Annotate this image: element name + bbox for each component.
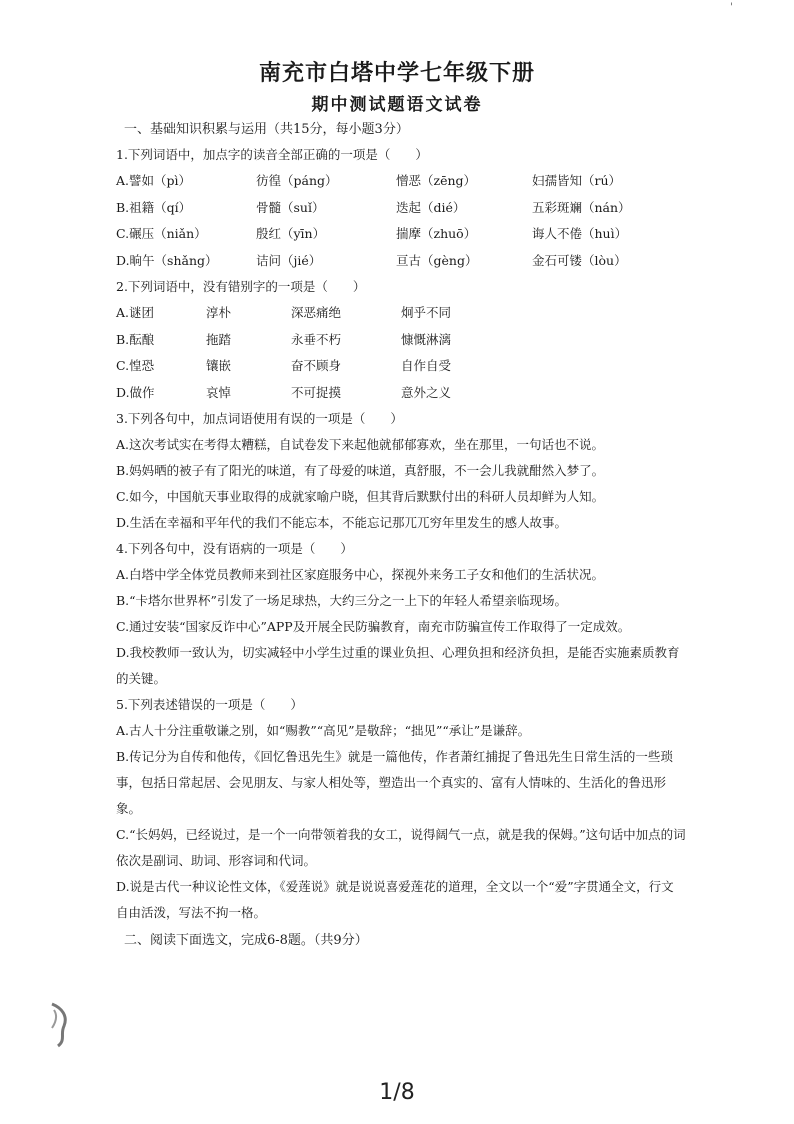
q3-option-b: B.妈妈晒的被子有了阳光的味道，有了母爱的味道，真舒服，不一会儿我就酣然入梦了。	[116, 463, 605, 478]
q5-stem: 5.下列表述错误的一项是（ ）	[116, 697, 303, 712]
q4-stem: 4.下列各句中，没有语病的一项是（ ）	[116, 541, 353, 556]
q3-stem: 3.下列各句中，加点词语使用有误的一项是（ ）	[116, 411, 403, 426]
q1-option-row-b	[116, 195, 686, 222]
q2-option-row-d	[116, 380, 686, 407]
q5-option-c: C.“长妈妈，已经说过，是一个一向带领着我的女工，说得阔气一点，就是我的保姆。”这句话中加点的词依次是副词、助词、形容词和代词。	[116, 827, 686, 868]
q2-d-2: 哀悼	[206, 384, 232, 400]
q1-c-4: 诲人不倦（huì）	[532, 226, 628, 241]
q5-option-d: D.说是古代一种议论性文体，《爱莲说》就是说说喜爱莲花的道理，全文以一个“爱”字贯通全文，行文自由活泼，写法不拘一格。	[116, 879, 674, 920]
q2-a-2: 淳朴	[206, 305, 232, 320]
q1-d-3: 亘古（gèng）	[396, 252, 478, 268]
q1-a-2: 彷徨（páng）	[256, 173, 338, 188]
scan-speck: '	[730, 2, 733, 13]
q2-b-2: 拖踏	[206, 331, 232, 347]
q2-c-4: 自作自受	[401, 358, 452, 373]
page-number: 1/8	[379, 1080, 415, 1105]
q4-option-a: A.白塔中学全体党员教师来到社区家庭服务中心，探视外来务工子女和他们的生活状况。	[116, 567, 605, 582]
exam-subtitle: 期中测试题语文试卷	[311, 95, 483, 115]
q4-option-b: B.“卡塔尔世界杯”引发了一场足球热，大约三分之一上下的年轻人希望亲临现场。	[116, 593, 567, 608]
q2-b-3: 永垂不朽	[291, 331, 342, 347]
q1-b-2: 骨髓（suǐ）	[256, 199, 325, 215]
q1-c-2: 殷红（yīn）	[256, 226, 326, 241]
q1-b-1: B.祖籍（qí）	[116, 199, 192, 215]
q1-a-1: A.譬如（pì）	[116, 173, 192, 188]
q2-c-1: C.惶恐	[116, 358, 155, 373]
q2-option-row-b	[116, 327, 686, 354]
q1-option-row-d	[116, 248, 686, 275]
q2-b-4: 慷慨淋漓	[401, 331, 452, 347]
q1-b-4: 五彩斑斓（nán）	[532, 199, 631, 215]
q2-option-row-a	[116, 300, 686, 327]
q2-d-4: 意外之义	[401, 384, 452, 400]
q2-a-3: 深恶痛绝	[291, 305, 342, 320]
q4-option-c: C.通过安装“国家反诈中心”APP及开展全民防骗教育，南充市防骗宣传工作取得了一定成效。	[116, 619, 631, 634]
q1-option-row-a	[116, 168, 686, 195]
q1-d-2: 诘问（jié）	[256, 252, 322, 268]
q1-option-row-c	[116, 221, 686, 248]
exam-title: 南充市白塔中学七年级下册	[258, 60, 535, 86]
q2-stem: 2.下列词语中，没有错别字的一项是（ ）	[116, 279, 366, 294]
exam-content	[116, 118, 686, 954]
q1-a-3: 憎恶（zēng）	[396, 173, 477, 188]
q4-option-d: D.我校教师一致认为，切实减轻中小学生过重的课业负担、心理负担和经济负担，是能否实施素质教育的关键。	[116, 645, 680, 686]
q3-option-d: D.生活在幸福和平年代的我们不能忘本，不能忘记那兀兀穷年里发生的感人故事。	[116, 515, 568, 530]
q2-a-4: 炯乎不同	[401, 305, 452, 320]
q2-a-1: A.谜团	[116, 305, 155, 320]
q1-d-1: D.晌午（shǎng）	[116, 252, 218, 268]
q3-option-c: C.如今，中国航天事业取得的成就家喻户晓，但其背后默默付出的科研人员却鲜为人知。	[116, 489, 605, 504]
q2-d-3: 不可捉摸	[291, 384, 342, 400]
q1-b-3: 迭起（dié）	[396, 199, 466, 215]
q2-c-2: 镶嵌	[206, 358, 232, 373]
q2-b-1: B.酝酿	[116, 331, 155, 347]
q1-stem: 1.下列词语中，加点字的读音全部正确的一项是（ ）	[116, 147, 428, 162]
section2-heading: 二、阅读下面选文，完成6-8题。（共9分）	[124, 933, 368, 948]
q2-c-3: 奋不顾身	[291, 358, 342, 373]
q5-option-b: B.传记分为自传和他传，《回忆鲁迅先生》就是一篇他传，作者萧红捕捉了鲁迅先生日常生活的一些琐事，包括日常起居、会见朋友、与家人相处等，塑造出一个真实的、富有人情味的、生活化的鲁迅形象。	[116, 749, 673, 816]
q2-d-1: D.做作	[116, 384, 155, 400]
q1-d-4: 金石可镂（lòu）	[532, 252, 627, 268]
q1-a-4: 妇孺皆知（rú）	[532, 173, 622, 188]
q2-option-row-c	[116, 353, 686, 380]
q5-option-a: A.古人十分注重敬谦之别，如“赐教”“高见”是敬辞；“拙见”“承让”是谦辞。	[116, 723, 531, 738]
q1-c-3: 揣摩（zhuō）	[396, 226, 477, 241]
q1-c-1: C.碾压（niǎn）	[116, 226, 207, 241]
q3-option-a: A.这次考试实在考得太糟糕，自试卷发下来起他就郁郁寡欢，坐在那里，一句话也不说。	[116, 437, 605, 452]
section1-heading: 一、基础知识积累与运用（共15分，每小题3分）	[124, 122, 409, 137]
binding-mark-icon	[44, 1000, 74, 1050]
